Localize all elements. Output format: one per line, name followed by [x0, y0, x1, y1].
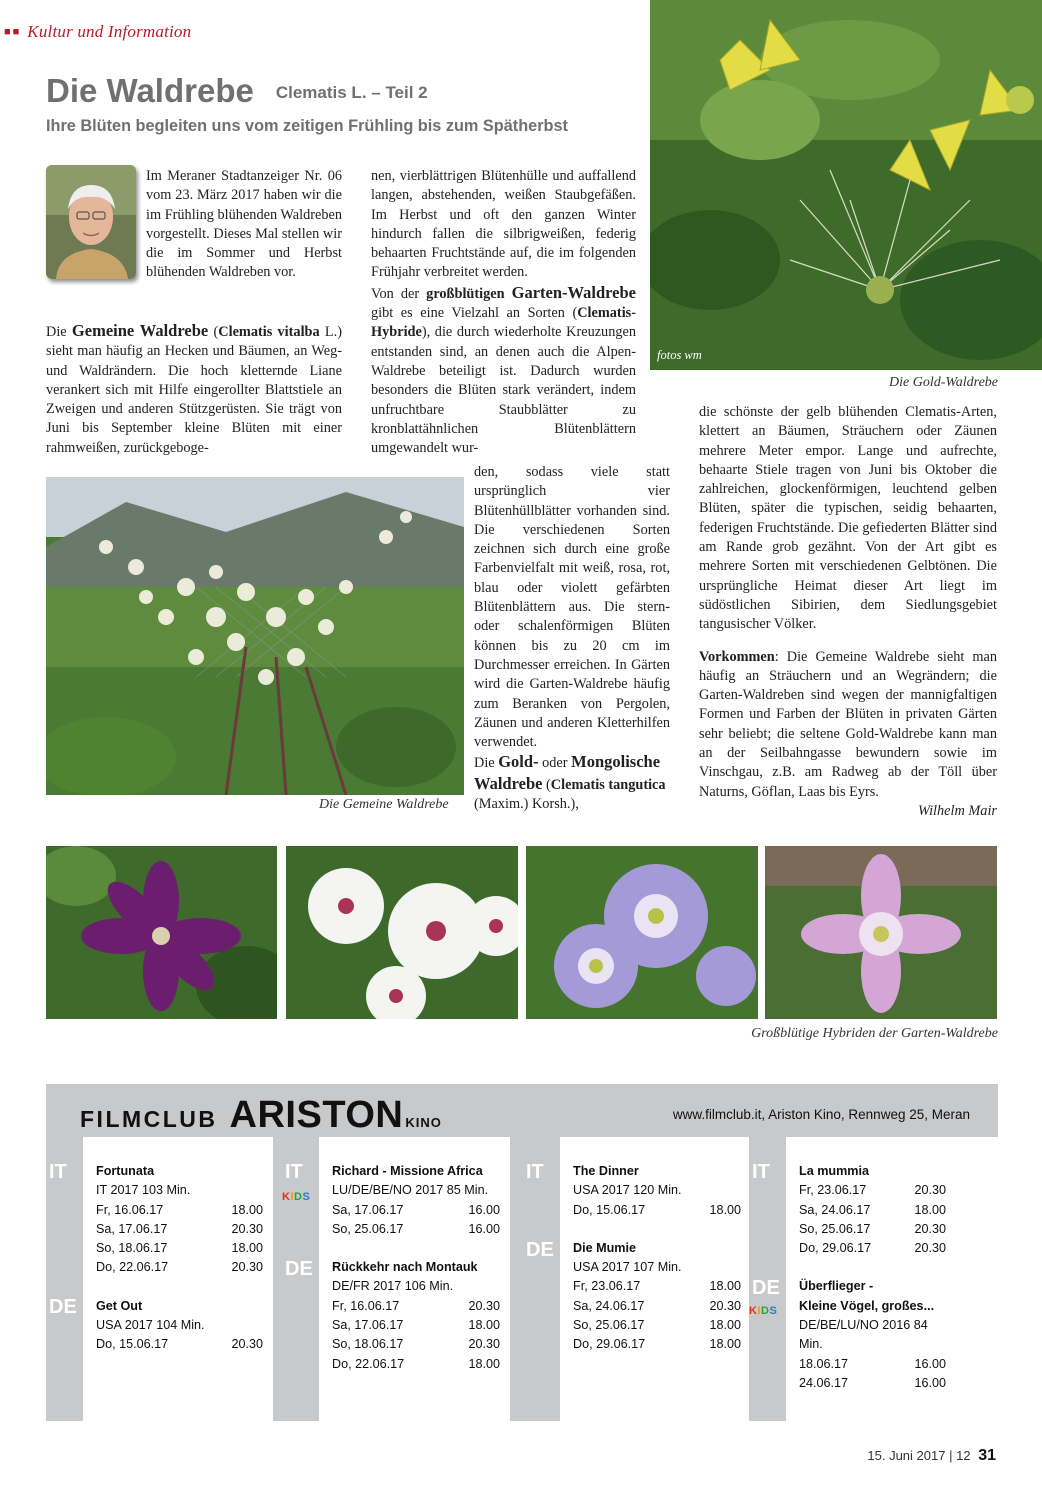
show-time: 20.30	[231, 1221, 263, 1236]
showtime-row	[332, 1316, 500, 1335]
show-date: Do, 15.06.17	[573, 1202, 646, 1217]
paragraph-gold	[474, 752, 670, 814]
filmclub-header	[80, 1094, 442, 1137]
column-2-text	[371, 167, 636, 458]
film-info: USA 2017 104 Min.	[96, 1318, 205, 1333]
filmclub-name: ARISTON	[229, 1094, 404, 1136]
lang-badge-de: DE	[752, 1277, 780, 1299]
c2-d1: Die	[474, 755, 499, 772]
show-date: So, 25.06.17	[332, 1221, 404, 1236]
show-date: Do, 29.06.17	[799, 1241, 872, 1256]
showtime-row	[573, 1201, 741, 1220]
column-2-lower-text	[474, 463, 670, 814]
c2-d7: (Maxim.) Korsh.),	[474, 796, 579, 813]
showtime-row	[799, 1355, 946, 1374]
show-time: 16.00	[914, 1375, 946, 1390]
kids-letter: I	[290, 1191, 295, 1203]
photo-hybrid-4	[765, 846, 997, 1019]
footer-date: 15. Juni 2017	[867, 1448, 946, 1463]
hybrid-lavender-image	[526, 846, 758, 1019]
film-title: Überflieger -	[799, 1279, 874, 1294]
column-1-text	[46, 321, 342, 458]
film-title: La mummia	[799, 1164, 869, 1178]
c2-d5: (	[542, 776, 551, 793]
film-title: Fortunata	[96, 1164, 155, 1178]
c2-b6: ), die durch wiederholte Kreuzungen entstanden sind, an denen auch die Alpen-Waldrebe beteiligt ist. Dadurch wurden besonders die Blüten stark verändert, indem unfruchtbare Staubblätter zu kronblattähnlichen Blütenblättern umgewandelt wur-	[371, 324, 636, 457]
page-footer	[867, 1447, 996, 1465]
page-number: 31	[978, 1447, 996, 1464]
show-date: Fr, 23.06.17	[573, 1279, 641, 1294]
article-title	[46, 72, 428, 110]
show-time: 20.30	[709, 1298, 741, 1313]
showtime-row	[96, 1258, 263, 1277]
show-date: Do, 22.06.17	[96, 1260, 169, 1275]
c2-mongol: Mongolische Waldrebe	[474, 752, 661, 793]
section-marker: ■■	[4, 26, 22, 38]
film-entry	[96, 1297, 263, 1355]
c2-paragraph-c: den, sodass viele statt ursprünglich vier Blütenhüllblätter vorhanden sind. Die verschiedenen Sorten zeichnen sich durch eine große Farbenvielfalt mit weiß, rosa, rot, blau oder violett gefärbten Blütenblättern aus. Die stern- oder schalenförmigen Blüten können bis zu 20 cm im Durchmesser erreichen. In Gärten wird die Garten-Waldrebe häufig zum Beranken von Pergolen, Zäunen und anderen Kletterhilfen verwendet.	[474, 464, 670, 751]
caption-gemeine-waldrebe: Die Gemeine Waldrebe	[319, 797, 449, 812]
kids-letter: K	[749, 1305, 758, 1317]
showtime-row	[799, 1239, 946, 1258]
showtime-row	[799, 1220, 946, 1239]
kids-letter: S	[769, 1305, 778, 1317]
film-info: LU/DE/BE/NO 2017 85 Min.	[332, 1183, 489, 1198]
intro-paragraph	[146, 167, 342, 283]
film-list	[96, 1162, 263, 1355]
photo-hybrid-1	[46, 846, 277, 1019]
film-entry	[799, 1277, 946, 1393]
author-portrait	[46, 165, 136, 279]
hybrid-pink-image	[765, 846, 997, 1019]
film-info: DE/BE/LU/NO 2016 84 Min.	[799, 1318, 928, 1352]
film-title: Richard - Missione Africa	[332, 1164, 483, 1178]
c2-b4: gibt es eine Vielzahl an Sorten (	[371, 305, 578, 322]
article-title-text: Die Waldrebe	[46, 72, 254, 109]
film-info: DE/FR 2017 106 Min.	[332, 1279, 454, 1294]
p1-latin: Clematis vitalba	[218, 324, 320, 340]
filmclub-kino: KINO	[405, 1115, 442, 1130]
lang-badge-it: IT	[285, 1161, 303, 1183]
show-time: 18.00	[709, 1279, 741, 1294]
paragraph-vorkommen	[699, 648, 997, 802]
article-subtitle: Ihre Blüten begleiten uns vom zeitigen Frühling bis zum Spätherbst	[46, 117, 568, 135]
film-list	[573, 1162, 741, 1355]
portrait-image	[46, 165, 136, 279]
show-time: 20.30	[914, 1221, 946, 1236]
film-info: USA 2017 120 Min.	[573, 1183, 682, 1198]
c2-gold: Gold-	[498, 752, 539, 772]
show-date: Sa, 17.06.17	[96, 1221, 168, 1236]
showtime-row	[96, 1201, 263, 1220]
show-date: Sa, 24.06.17	[573, 1298, 645, 1313]
show-time: 18.00	[231, 1202, 263, 1217]
kids-letter: I	[757, 1305, 762, 1317]
show-date: Sa, 24.06.17	[799, 1202, 871, 1217]
kids-letter: K	[282, 1191, 291, 1203]
photo-gold-waldrebe	[650, 0, 1042, 370]
c2-paragraph-a: nen, vierblättrigen Blütenhülle und auffallend langen, abstehenden, weißen Staubgefäßen. Im Herbst und oft den ganzen Winter hindurch fallen die silbrigweißen, federig behaarten Fruchtstände auf, die im folgenden Frühjahr verbreitet werden.	[371, 168, 636, 281]
footer-separator: |	[949, 1448, 953, 1463]
show-time: 18.00	[709, 1318, 741, 1333]
showtime-row	[573, 1277, 741, 1296]
showtime-row	[332, 1201, 500, 1220]
film-column-2	[282, 1137, 510, 1421]
film-column-3	[523, 1137, 751, 1421]
show-date: Do, 15.06.17	[96, 1337, 169, 1352]
showtime-row	[96, 1220, 263, 1239]
hybrid-white-image	[286, 846, 518, 1019]
show-time: 18.00	[709, 1337, 741, 1352]
filmclub-label: FILMCLUB	[80, 1106, 218, 1132]
film-entry	[332, 1162, 500, 1239]
showtime-row	[573, 1316, 741, 1335]
film-list	[332, 1162, 500, 1374]
c2-b1: Von der	[371, 285, 427, 302]
film-info: USA 2017 107 Min.	[573, 1260, 682, 1275]
show-date: 24.06.17	[799, 1375, 849, 1390]
p1-name: Gemeine Waldrebe	[71, 321, 209, 340]
caption-gold-waldrebe: Die Gold-Waldrebe	[889, 375, 998, 390]
show-time: 16.00	[914, 1356, 946, 1371]
intro-text: Im Meraner Stadtanzeiger Nr. 06 vom 23. März 2017 haben wir die im Frühling blühenden Waldreben vorgestellt. Dieses Mal stellen wir die im Sommer und Herbst blühenden Waldreben vor.	[146, 168, 342, 281]
show-time: 20.30	[231, 1337, 263, 1352]
showtime-row	[332, 1297, 500, 1316]
vorkommen-label: Vorkommen	[699, 648, 775, 665]
show-time: 16.00	[468, 1202, 500, 1217]
lang-badge-it: IT	[526, 1161, 544, 1183]
section-label-text: Kultur und Information	[27, 22, 192, 41]
article-title-sub: Clematis L. – Teil 2	[275, 83, 428, 102]
section-label	[4, 22, 191, 42]
show-date: So, 25.06.17	[799, 1221, 871, 1236]
hybrid-purple-image	[46, 846, 277, 1019]
article-author: Wilhelm Mair	[917, 802, 997, 819]
showtime-row	[573, 1335, 741, 1354]
film-title-line-2: Kleine Vögel, großes...	[799, 1298, 935, 1313]
film-title: Get Out	[96, 1298, 143, 1313]
show-time: 18.00	[709, 1202, 741, 1217]
show-date: Do, 22.06.17	[332, 1356, 405, 1371]
show-time: 18.00	[231, 1241, 263, 1256]
gold-waldrebe-image	[650, 0, 1042, 370]
footer-issue: 12	[956, 1448, 971, 1463]
showtime-row	[573, 1297, 741, 1316]
lang-badge-de: DE	[526, 1239, 554, 1261]
showtime-row	[799, 1181, 946, 1200]
photo-hybrid-3	[526, 846, 758, 1019]
show-time: 20.30	[231, 1260, 263, 1275]
kids-letter: D	[294, 1191, 303, 1203]
caption-hybrids: Großblütige Hybriden der Garten-Waldrebe	[751, 1026, 998, 1041]
film-info: IT 2017 103 Min.	[96, 1183, 191, 1198]
filmclub-box	[46, 1084, 998, 1421]
film-entry	[96, 1162, 263, 1278]
lang-badge-de: DE	[285, 1258, 313, 1280]
show-time: 20.30	[914, 1241, 946, 1256]
p1-c: (	[208, 324, 219, 340]
film-entry	[799, 1162, 946, 1258]
film-title: Rückkehr nach Montauk	[332, 1260, 478, 1275]
film-column-1	[46, 1137, 273, 1421]
showtime-row	[332, 1335, 500, 1354]
showtime-row	[332, 1355, 500, 1374]
paragraph-gemeine	[46, 321, 342, 458]
show-time: 20.30	[914, 1183, 946, 1198]
show-time: 20.30	[468, 1298, 500, 1313]
film-entry	[573, 1239, 741, 1355]
show-date: So, 18.06.17	[332, 1337, 404, 1352]
vorkommen-text: : Die Gemeine Waldrebe sieht man häufig an Sträuchern und an Wegrändern; die Garten-Waldreben sind wegen der mannigfaltigen Formen und Farben der Blüten in privaten Gärten sehr beliebt; die seltene Gold-Waldrebe kann man an der Seilbahngasse bewundern sowie im Vinschgau, z.B. am Radweg ab der Töll über Naturns, Göflan, Laas bis Eyrs.	[699, 648, 997, 800]
film-title: Die Mumie	[573, 1240, 636, 1255]
gemeine-waldrebe-image	[46, 477, 464, 795]
kids-badge	[282, 1191, 310, 1203]
c2-latin: Clematis tangutica	[550, 776, 666, 793]
film-entry	[332, 1258, 500, 1374]
kids-badge	[749, 1305, 777, 1317]
kids-letter: D	[761, 1305, 770, 1317]
film-list	[799, 1162, 946, 1393]
show-date: Fr, 23.06.17	[799, 1183, 867, 1198]
show-time: 18.00	[468, 1318, 500, 1333]
show-time: 18.00	[914, 1202, 946, 1217]
film-entry	[573, 1162, 741, 1220]
show-time: 18.00	[468, 1356, 500, 1371]
show-date: So, 25.06.17	[573, 1318, 645, 1333]
p1-body: L.) sieht man häufig an Hecken und Bäumen, an Weg- und Waldrändern. Die hoch kletternde Liane verankert sich mit Hilfe eingerollter Blattstiele an Zweigen und anderen Stützgerüsten. Sie trägt von Juni bis September kleine Blüten mit einer rahmweißen, zurückgeboge-	[46, 324, 342, 456]
show-date: 18.06.17	[799, 1356, 849, 1371]
photo-gemeine-waldrebe	[46, 477, 464, 795]
show-date: Fr, 16.06.17	[332, 1298, 400, 1313]
showtime-row	[799, 1201, 946, 1220]
show-date: Do, 29.06.17	[573, 1337, 646, 1352]
kids-letter: S	[302, 1191, 311, 1203]
show-time: 20.30	[468, 1337, 500, 1352]
photo-hybrid-2	[286, 846, 518, 1019]
photo-credit: fotos wm	[657, 348, 702, 362]
showtime-row	[799, 1374, 946, 1393]
c2-d3: oder	[538, 755, 572, 772]
showtime-row	[96, 1335, 263, 1354]
showtime-row	[332, 1220, 500, 1239]
show-date: Sa, 17.06.17	[332, 1202, 404, 1217]
lang-badge-it: IT	[49, 1161, 67, 1183]
p1-a: Die	[46, 324, 72, 340]
show-date: Fr, 16.06.17	[96, 1202, 164, 1217]
film-title: The Dinner	[573, 1164, 639, 1178]
show-time: 16.00	[468, 1221, 500, 1236]
c2-hybride: Clematis-Hybride	[371, 305, 636, 341]
paragraph-garten	[371, 283, 636, 459]
c2-b2: großblütigen	[426, 285, 505, 302]
show-date: Sa, 17.06.17	[332, 1318, 404, 1333]
column-3-text	[699, 403, 997, 821]
showtime-row	[96, 1239, 263, 1258]
filmclub-web[interactable]: www.filmclub.it, Ariston Kino, Rennweg 25, Meran	[672, 1107, 970, 1122]
lang-badge-de: DE	[49, 1296, 77, 1318]
c3-paragraph-a: die schönste der gelb blühenden Clematis-Arten, klettert an Bäumen, Sträuchern oder Zäunen mehrere Meter empor. Lange und aufrechte, behaarte Stiele tragen von Juni bis Oktober die zahlreichen, glockenförmigen, leuchtend gelben Blüten, später die typischen, seidig behaarten, federigen Fruchtstände. Die gefiederten Blätter sind am Rande grob gezähnt. Von der Art gibt es mehrere Sorten mit verschiedenen Gelbtönen. Die ursprüngliche Heimat dieser Art liegt im südöstlichen Sibirien, dem Siedlungsgebiet tangusischer Völker.	[699, 404, 997, 633]
show-date: So, 18.06.17	[96, 1241, 168, 1256]
lang-badge-it: IT	[752, 1161, 770, 1183]
film-column-4	[749, 1137, 998, 1421]
c2-garten-name: Garten-Waldrebe	[511, 282, 636, 302]
